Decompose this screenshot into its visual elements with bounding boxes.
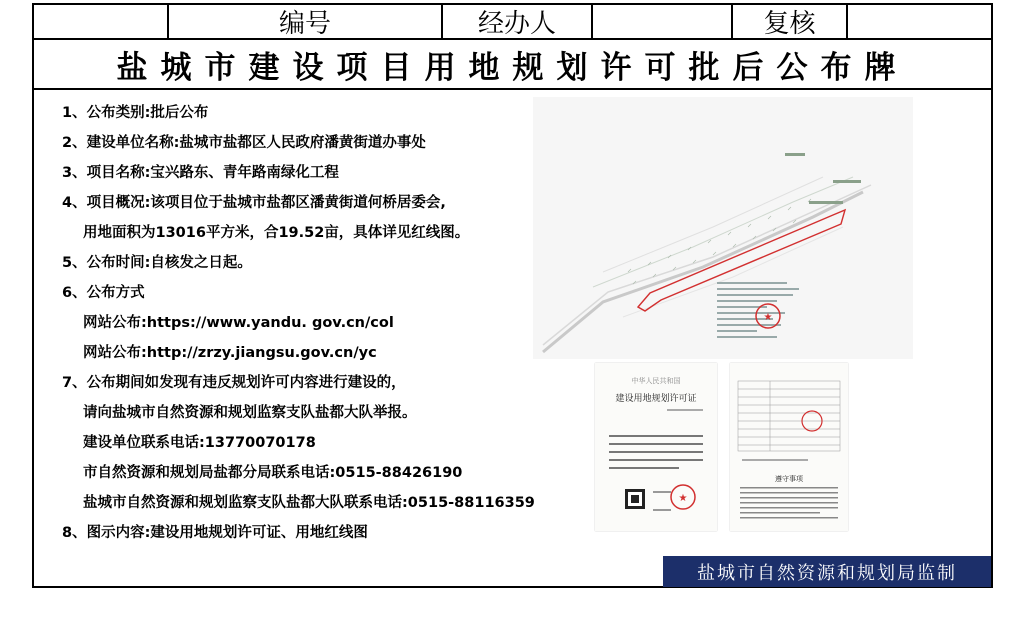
line-phone-brigade: 盐城市自然资源和规划监察支队盐都大队联系电话:0515-88116359: [83, 495, 535, 511]
line-website-2[interactable]: 网站公布:http://zrzy.jiangsu.gov.cn/yc: [83, 345, 377, 361]
title-row: [32, 38, 993, 90]
header-handler-cell: 经办人: [443, 5, 593, 38]
line-method: 6、公布方式: [62, 285, 145, 301]
line-time: 5、公布时间:自核发之日起。: [62, 255, 252, 271]
attachment-drawing: [730, 363, 848, 531]
line-report: 7、公布期间如发现有违反规划许可内容进行建设的，: [62, 375, 406, 391]
header-handler-blank: [593, 5, 733, 38]
header-review-blank: [848, 5, 991, 38]
line-website-1[interactable]: 网站公布:https://www.yandu. gov.cn/col: [83, 315, 394, 331]
certificate-drawing: [595, 363, 717, 531]
redline-map-image: [533, 97, 913, 359]
certificate-title: 建设用地规划许可证: [615, 394, 697, 404]
header-review-cell: 复核: [733, 5, 848, 38]
line-category: 1、公布类别:批后公布: [62, 105, 209, 121]
header-number-cell: 编号: [169, 5, 443, 38]
supervisor-label: 盐城市自然资源和规划局监制: [663, 556, 991, 587]
certificate-attachment-page: [730, 363, 848, 531]
line-project: 3、项目名称:宝兴路东、青年路南绿化工程: [62, 165, 339, 181]
svg-text:★: ★: [678, 493, 688, 504]
land-use-permit-certificate: [595, 363, 717, 531]
line-area: 用地面积为13016平方米，合19.52亩，具体详见红线图。: [83, 225, 470, 241]
svg-text:★: ★: [763, 312, 773, 323]
header-row: [32, 3, 993, 40]
line-phone-unit: 建设单位联系电话:13770070178: [83, 435, 316, 451]
notes-title: 遵守事项: [775, 475, 803, 483]
redline-map-drawing: [533, 97, 913, 359]
certificate-header: 中华人民共和国: [631, 377, 681, 385]
line-phone-bureau: 市自然资源和规划局盐都分局联系电话:0515-88426190: [83, 465, 463, 481]
page-title: 盐城市建设项目用地规划许可批后公布牌: [116, 49, 909, 86]
line-report-contact: 请向盐城市自然资源和规划监察支队盐都大队举报。: [83, 405, 417, 421]
line-figures: 8、图示内容:建设用地规划许可证、用地红线图: [62, 525, 368, 541]
line-unit: 2、建设单位名称:盐城市盐都区人民政府潘黄街道办事处: [62, 135, 426, 151]
header-blank-cell: [34, 5, 169, 38]
line-overview: 4、项目概况:该项目位于盐城市盐都区潘黄街道何桥居委会,: [62, 195, 446, 211]
notice-content: [62, 98, 535, 548]
